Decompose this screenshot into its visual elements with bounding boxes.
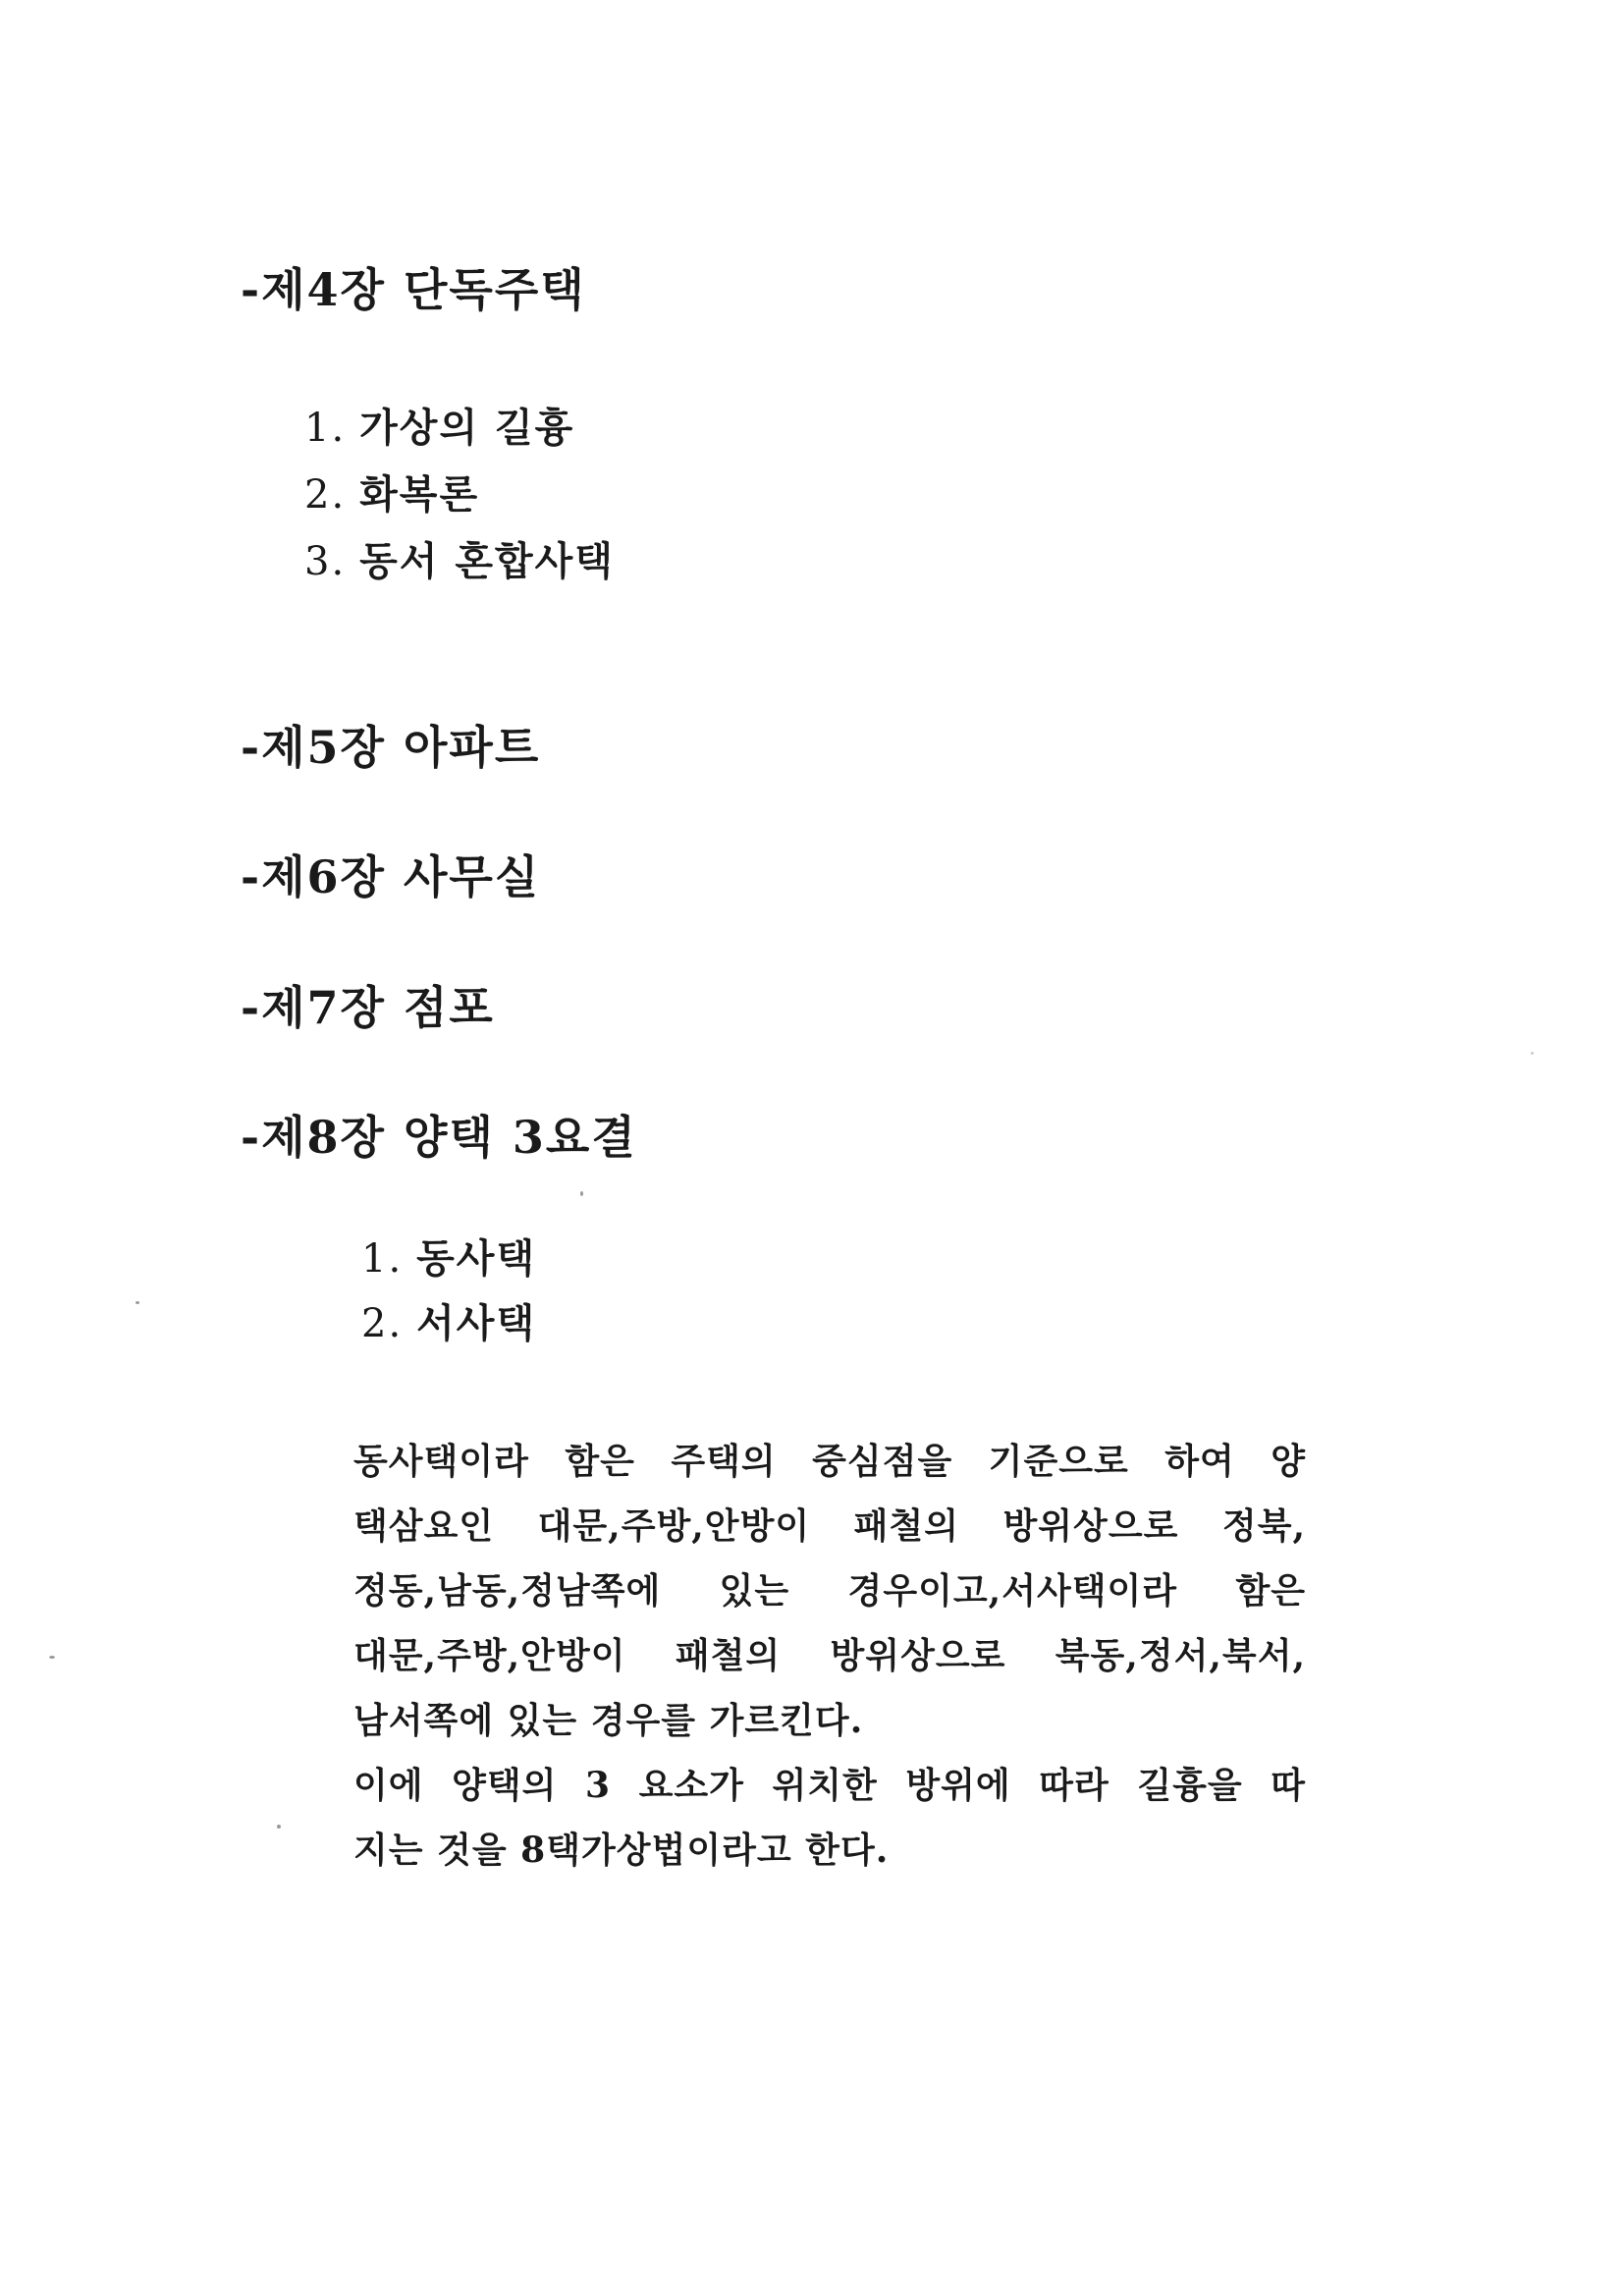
paragraph-line: 동사택이라 함은 주택의 중심점을 기준으로 하여 양 <box>353 1441 1306 1482</box>
chapter-7-heading: -제7장 점포 <box>241 981 495 1034</box>
scan-speck <box>277 1825 281 1829</box>
chapter-6-heading: -제6장 사무실 <box>241 850 541 903</box>
item-number: 2. <box>361 1301 404 1346</box>
item-label: 서사택 <box>416 1300 537 1346</box>
chapter-5-heading: -제5장 아파트 <box>241 721 541 774</box>
item-label: 가상의 길흉 <box>359 405 575 451</box>
paragraph-line: 이에 양택의 3 요소가 위치한 방위에 따라 길흉을 따 <box>353 1765 1306 1806</box>
paragraph-line: 남서쪽에 있는 경우를 가르킨다. <box>353 1700 864 1741</box>
paragraph-line: 정동,남동,정남쪽에 있는 경우이고,서사택이라 함은 <box>353 1570 1306 1612</box>
paragraph-line: 택삼요인 대문,주방,안방이 패철의 방위상으로 정북, <box>353 1505 1306 1547</box>
item-number: 3. <box>304 539 347 584</box>
chapter-8-item-2 <box>361 1300 537 1346</box>
chapter-8-item-1 <box>361 1235 537 1282</box>
body-paragraph <box>353 1429 1306 1883</box>
chapter-4-item-2 <box>304 471 480 518</box>
scan-speck <box>49 1656 55 1659</box>
item-label: 동서 혼합사택 <box>359 538 615 584</box>
item-number: 2. <box>304 472 347 518</box>
paragraph-line: 지는 것을 8택가상법이라고 한다. <box>353 1830 890 1871</box>
chapter-4-item-1 <box>304 405 575 451</box>
scan-speck <box>135 1301 139 1304</box>
item-number: 1. <box>361 1236 404 1282</box>
item-label: 화복론 <box>359 471 480 518</box>
chapter-8-heading: -제8장 양택 3요결 <box>241 1111 637 1164</box>
chapter-4-item-3 <box>304 538 615 584</box>
scan-speck <box>580 1191 583 1196</box>
scan-speck <box>1531 1052 1534 1055</box>
chapter-4-heading: -제4장 단독주택 <box>241 263 586 316</box>
paragraph-line: 대문,주방,안방이 패철의 방위상으로 북동,정서,북서, <box>353 1635 1306 1676</box>
item-label: 동사택 <box>416 1235 537 1282</box>
item-number: 1. <box>304 406 347 451</box>
